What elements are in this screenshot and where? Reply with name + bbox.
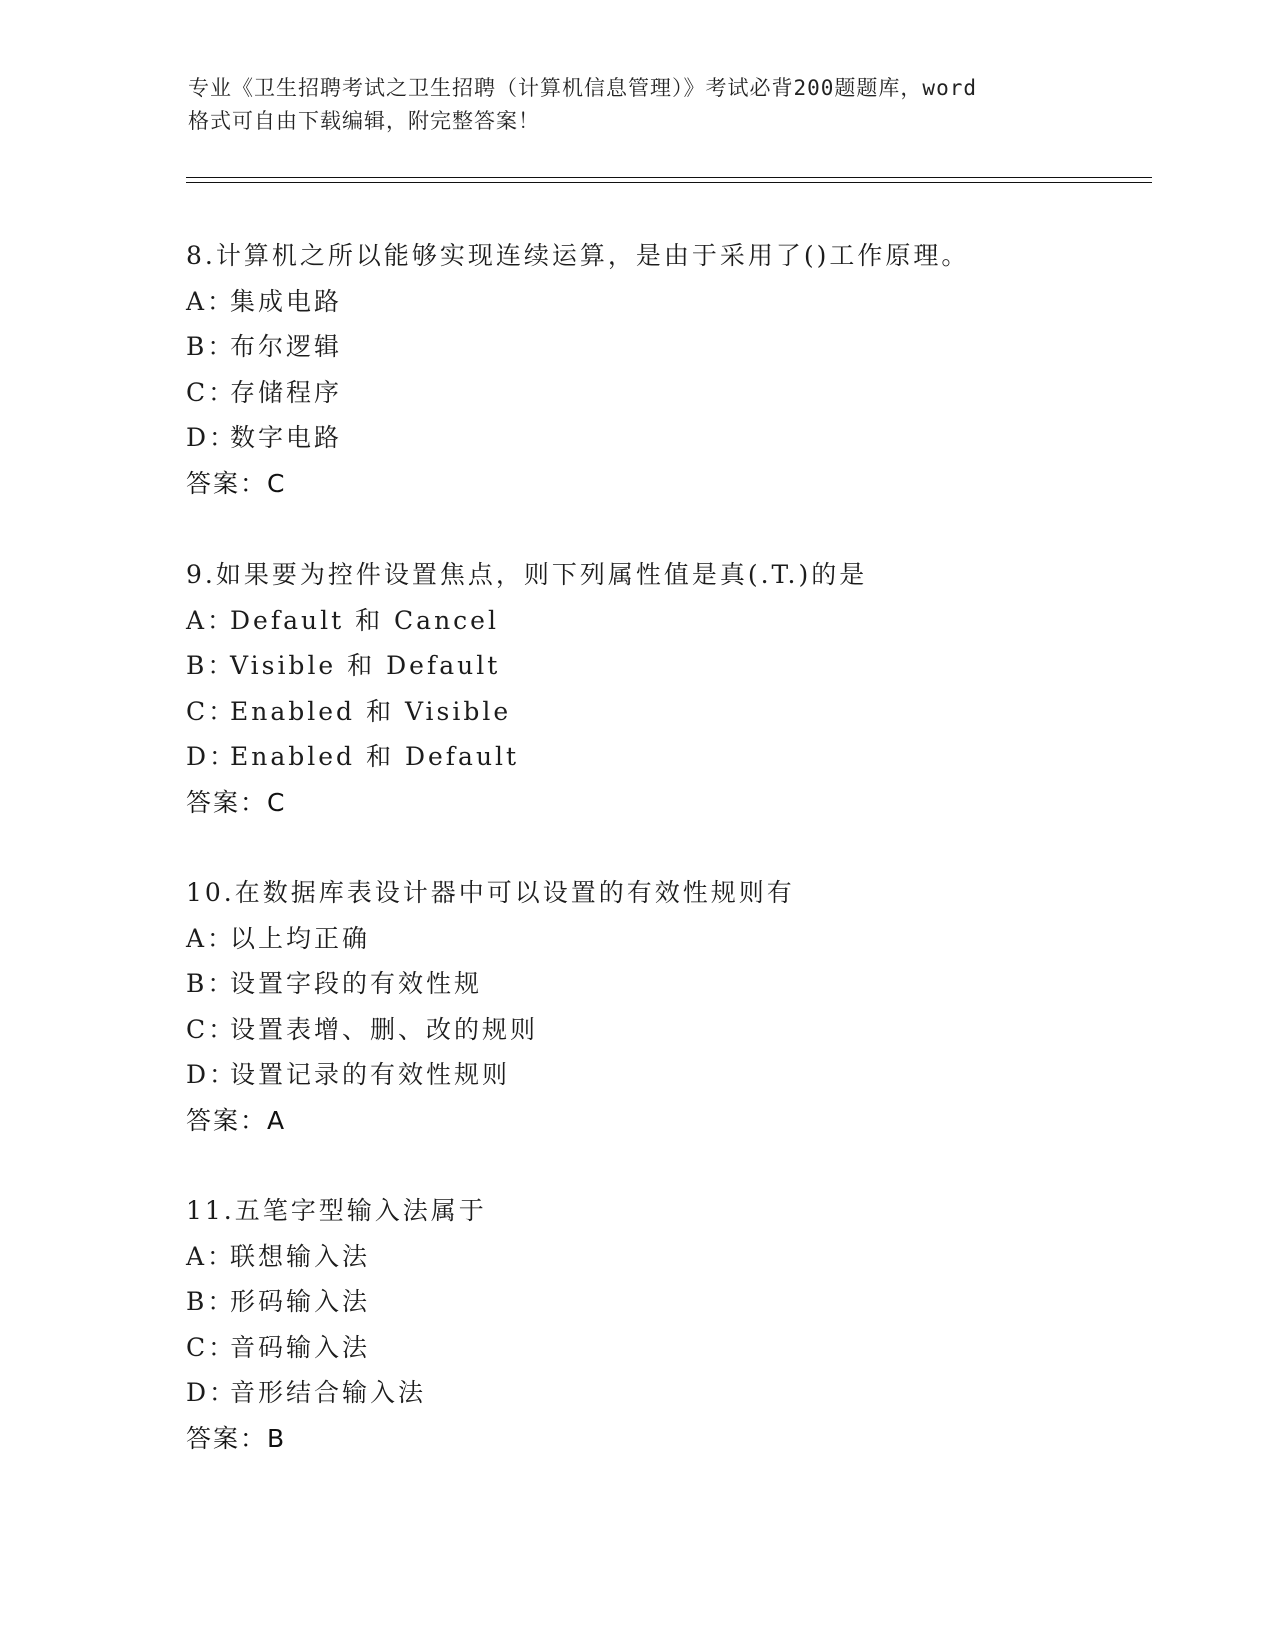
option-text: 数字电路	[230, 423, 343, 453]
option-a	[186, 598, 1136, 644]
option-text: 设置字段的有效性规	[230, 969, 483, 999]
option-a	[186, 916, 1136, 962]
option-letter: C：	[186, 377, 237, 407]
option-c	[186, 370, 1136, 416]
option-letter: D：	[186, 742, 238, 772]
option-letter: C：	[186, 696, 237, 726]
option-b	[186, 1279, 1136, 1325]
option-c	[186, 1007, 1136, 1053]
question-block	[186, 1188, 1136, 1462]
option-b	[186, 324, 1136, 370]
header-divider-top	[186, 177, 1152, 178]
header-line-2: 格式可自由下载编辑，附完整答案！	[188, 109, 540, 133]
question-stem: 9.如果要为控件设置焦点，则下列属性值是真(.T.)的是	[186, 560, 868, 589]
option-a	[186, 279, 1136, 325]
option-d	[186, 1052, 1136, 1098]
option-text: Default 和 Cancel	[230, 605, 499, 635]
option-text: Enabled 和 Visible	[230, 696, 512, 726]
option-letter: A：	[186, 923, 236, 953]
question-stem: 10.在数据库表设计器中可以设置的有效性规则有	[186, 878, 795, 907]
document-header	[188, 72, 1088, 138]
question-block	[186, 870, 1136, 1144]
option-b	[186, 961, 1136, 1007]
option-text: Enabled 和 Default	[230, 742, 520, 772]
answer-line: 答案：C	[186, 787, 287, 817]
option-c	[186, 689, 1136, 735]
option-text: 音码输入法	[230, 1332, 371, 1362]
option-letter: D：	[186, 1060, 238, 1090]
option-letter: C：	[186, 1332, 237, 1362]
question-stem: 11.五笔字型输入法属于	[186, 1196, 487, 1225]
option-text: 音形结合输入法	[230, 1378, 427, 1408]
option-text: 形码输入法	[230, 1287, 371, 1317]
option-text: 设置记录的有效性规则	[230, 1060, 511, 1090]
option-a	[186, 1234, 1136, 1280]
question-block	[186, 552, 1136, 826]
option-letter: B：	[186, 1287, 236, 1317]
option-d	[186, 734, 1136, 780]
option-letter: B：	[186, 969, 236, 999]
option-text: 存储程序	[230, 377, 343, 407]
header-divider-bottom	[186, 182, 1152, 183]
question-block	[186, 233, 1136, 507]
option-letter: B：	[186, 332, 236, 362]
option-letter: C：	[186, 1014, 237, 1044]
header-line-1: 专业《卫生招聘考试之卫生招聘（计算机信息管理）》考试必背200题题库，word	[188, 76, 977, 100]
option-text: 设置表增、删、改的规则	[230, 1014, 539, 1044]
option-letter: D：	[186, 1378, 238, 1408]
option-c	[186, 1325, 1136, 1371]
option-b	[186, 643, 1136, 689]
answer-line: 答案：A	[186, 1105, 287, 1135]
option-text: 联想输入法	[230, 1241, 371, 1271]
option-text: 集成电路	[230, 286, 343, 316]
option-text: Visible 和 Default	[230, 651, 501, 681]
option-letter: A：	[186, 286, 236, 316]
option-text: 布尔逻辑	[230, 332, 343, 362]
option-letter: B：	[186, 651, 236, 681]
option-letter: A：	[186, 1241, 236, 1271]
answer-line: 答案：C	[186, 468, 287, 498]
option-d	[186, 1370, 1136, 1416]
option-text: 以上均正确	[230, 923, 371, 953]
option-letter: A：	[186, 605, 236, 635]
question-stem: 8.计算机之所以能够实现连续运算，是由于采用了()工作原理。	[186, 241, 970, 270]
option-d	[186, 415, 1136, 461]
option-letter: D：	[186, 423, 238, 453]
answer-line: 答案：B	[186, 1423, 287, 1453]
